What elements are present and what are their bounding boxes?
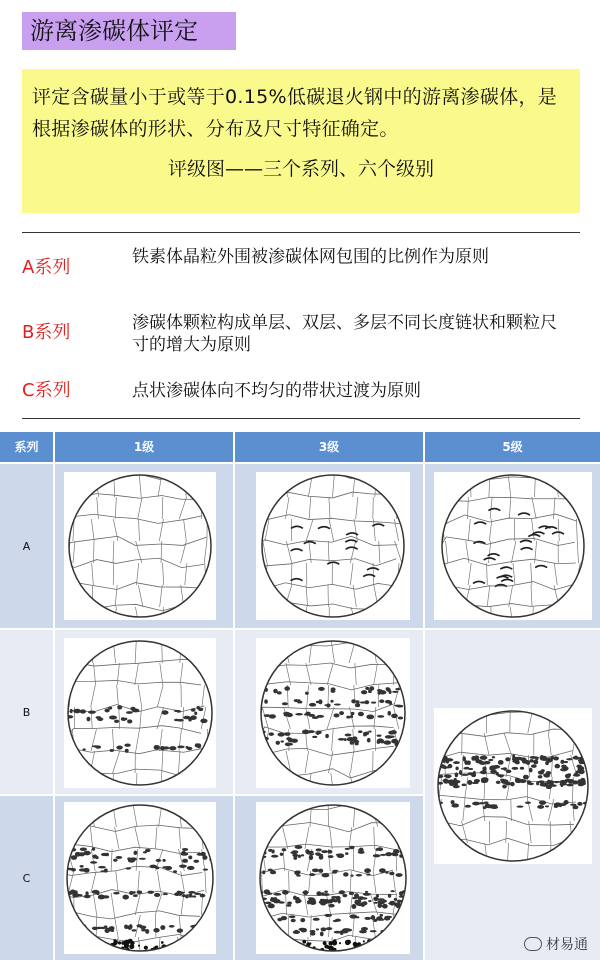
intro-subtitle: 评级图——三个系列、六个级别 bbox=[167, 158, 434, 180]
micrograph-outline bbox=[67, 805, 213, 951]
micrograph-outline bbox=[262, 475, 404, 617]
micrograph-b-1 bbox=[64, 638, 216, 788]
row-label-a: A bbox=[0, 464, 53, 628]
micrograph-c-1 bbox=[64, 802, 216, 954]
header-series: 系列 bbox=[0, 432, 53, 462]
wechat-icon bbox=[524, 937, 542, 951]
watermark bbox=[524, 934, 588, 954]
header-level-3: 3级 bbox=[235, 432, 423, 462]
micrograph-a-5 bbox=[434, 472, 592, 620]
micrograph-b-5 bbox=[434, 708, 592, 864]
micrograph-a-1 bbox=[64, 472, 216, 620]
intro-text: 评定含碳量小于或等于0.15%低碳退火钢中的游离渗碳体，是根据渗碳体的形状、分布及尺寸特征确定。 bbox=[32, 86, 558, 140]
micrograph-drawing bbox=[256, 802, 410, 954]
page-title: 游离渗碳体评定 bbox=[22, 12, 236, 50]
micrograph-outline bbox=[442, 475, 584, 617]
row-label-c: C bbox=[0, 796, 53, 960]
micrograph-b-3 bbox=[256, 638, 410, 788]
intro-box bbox=[22, 69, 580, 213]
series-desc-b: 渗碳体颗粒构成单层、双层、多层不同长度链状和颗粒尺寸的增大为原则 bbox=[132, 313, 557, 355]
watermark-text: 材易通 bbox=[546, 937, 588, 953]
header-level-1: 1级 bbox=[55, 432, 233, 462]
series-desc-a: 铁素体晶粒外围被渗碳体网包围的比例作为原则 bbox=[132, 247, 489, 267]
micrograph-drawing bbox=[64, 472, 216, 620]
series-label-a: A系列 bbox=[22, 257, 71, 278]
micrograph-c-3 bbox=[256, 802, 410, 954]
micrograph-outline bbox=[69, 475, 211, 617]
series-label-c: C系列 bbox=[22, 380, 71, 401]
micrograph-drawing bbox=[434, 472, 592, 620]
micrograph-drawing bbox=[64, 638, 216, 788]
rating-chart-table bbox=[0, 432, 600, 960]
bottom-divider bbox=[22, 418, 580, 419]
micrograph-a-3 bbox=[256, 472, 410, 620]
micrograph-outline bbox=[261, 641, 405, 785]
top-divider bbox=[22, 232, 580, 233]
series-label-b: B系列 bbox=[22, 322, 71, 343]
micrograph-drawing bbox=[64, 802, 216, 954]
header-level-5: 5级 bbox=[425, 432, 600, 462]
row-label-b: B bbox=[0, 630, 53, 794]
micrograph-outline bbox=[260, 805, 406, 951]
micrograph-drawing bbox=[256, 638, 410, 788]
micrograph-drawing bbox=[434, 708, 592, 864]
micrograph-drawing bbox=[256, 472, 410, 620]
series-desc-c: 点状渗碳体向不均匀的带状过渡为原则 bbox=[132, 381, 421, 401]
